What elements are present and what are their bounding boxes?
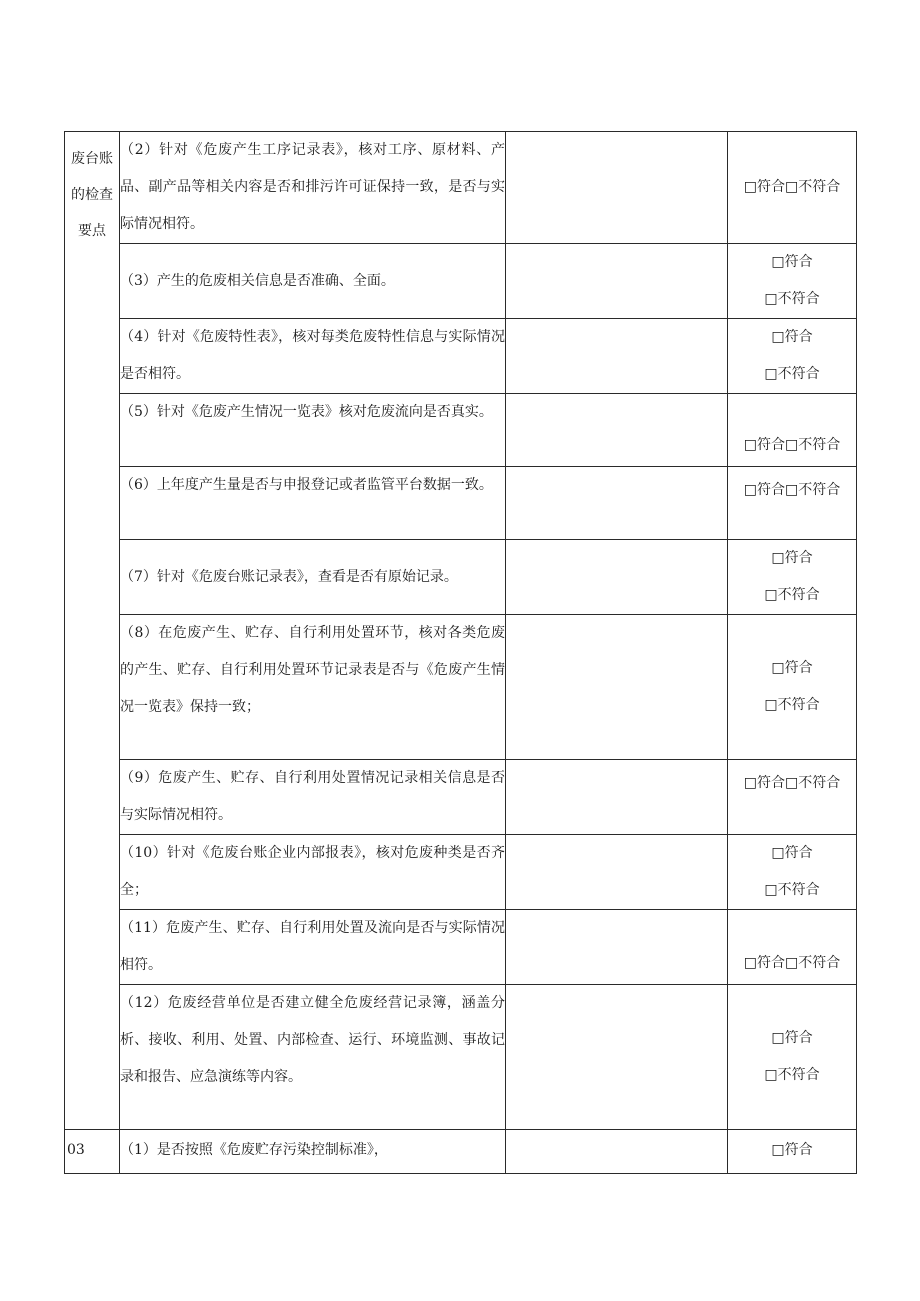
option-conform[interactable]: □符合 — [771, 660, 813, 676]
compliance-options[interactable] — [728, 1130, 857, 1174]
table-row — [65, 319, 857, 394]
compliance-options[interactable] — [728, 985, 857, 1130]
check-item: （5）针对《危废产生情况一览表》核对危废流向是否真实。 — [120, 394, 506, 467]
section-label: 废台账的检查要点 — [71, 151, 113, 239]
notes-cell[interactable] — [506, 760, 728, 835]
compliance-options[interactable]: □符合□不符合 — [728, 910, 857, 985]
check-item: （8）在危废产生、贮存、自行利用处置环节，核对各类危废的产生、贮存、自行利用处置环节记录表是否与《危废产生情况一览表》保持一致； — [120, 615, 506, 760]
compliance-options[interactable] — [728, 319, 857, 394]
check-item: （12）危废经营单位是否建立健全危废经营记录簿，涵盖分析、接收、利用、处置、内部检查、运行、环境监测、事故记录和报告、应急演练等内容。 — [120, 985, 506, 1130]
check-item: （10）针对《危废台账企业内部报表》，核对危废种类是否齐全； — [120, 835, 506, 910]
notes-cell[interactable] — [506, 615, 728, 760]
section-number: 03 — [67, 1142, 85, 1158]
compliance-options[interactable]: □符合□不符合 — [728, 467, 857, 540]
notes-cell[interactable] — [506, 985, 728, 1130]
notes-cell[interactable] — [506, 467, 728, 540]
notes-cell[interactable] — [506, 319, 728, 394]
section-number-cell — [65, 1130, 120, 1174]
check-item: （3）产生的危废相关信息是否准确、全面。 — [120, 244, 506, 319]
compliance-options[interactable] — [728, 244, 857, 319]
check-item: （7）针对《危废台账记录表》，查看是否有原始记录。 — [120, 540, 506, 615]
notes-cell[interactable] — [506, 910, 728, 985]
table-row — [65, 394, 857, 467]
section-label-cell — [65, 132, 120, 1130]
table-row — [65, 244, 857, 319]
table-row — [65, 615, 857, 760]
notes-cell[interactable] — [506, 1130, 728, 1174]
check-item: （2）针对《危废产生工序记录表》，核对工序、原材料、产品、副产品等相关内容是否和排污许可证保持一致，是否与实际情况相符。 — [120, 132, 506, 244]
check-item: （11）危废产生、贮存、自行利用处置及流向是否与实际情况相符。 — [120, 910, 506, 985]
option-nonconform[interactable]: □不符合 — [764, 697, 820, 713]
notes-cell[interactable] — [506, 540, 728, 615]
compliance-options[interactable]: □符合□不符合 — [728, 760, 857, 835]
check-item: （9）危废产生、贮存、自行利用处置情况记录相关信息是否与实际情况相符。 — [120, 760, 506, 835]
notes-cell[interactable] — [506, 835, 728, 910]
compliance-options[interactable]: □符合□不符合 — [728, 394, 857, 467]
compliance-options[interactable] — [728, 835, 857, 910]
option-conform[interactable]: □符合 — [771, 1142, 813, 1158]
table-row — [65, 132, 857, 244]
option-nonconform[interactable]: □不符合 — [764, 882, 820, 898]
option-conform[interactable]: □符合 — [771, 550, 813, 566]
option-conform[interactable]: □符合 — [771, 254, 813, 270]
notes-cell[interactable] — [506, 132, 728, 244]
option-nonconform[interactable]: □不符合 — [764, 1067, 820, 1083]
option-nonconform[interactable]: □不符合 — [764, 366, 820, 382]
check-item: （1）是否按照《危废贮存污染控制标准》， — [120, 1130, 506, 1174]
table-row — [65, 760, 857, 835]
option-conform[interactable]: □符合 — [771, 1030, 813, 1046]
compliance-options[interactable]: □符合□不符合 — [728, 132, 857, 244]
check-item: （6）上年度产生量是否与申报登记或者监管平台数据一致。 — [120, 467, 506, 540]
notes-cell[interactable] — [506, 244, 728, 319]
inspection-table — [64, 131, 857, 1174]
table-row — [65, 540, 857, 615]
table-row — [65, 985, 857, 1130]
table-row — [65, 467, 857, 540]
compliance-options[interactable] — [728, 615, 857, 760]
table-row — [65, 1130, 857, 1174]
option-nonconform[interactable]: □不符合 — [764, 587, 820, 603]
table-row — [65, 910, 857, 985]
compliance-options[interactable] — [728, 540, 857, 615]
option-conform[interactable]: □符合 — [771, 329, 813, 345]
option-nonconform[interactable]: □不符合 — [764, 291, 820, 307]
option-conform[interactable]: □符合 — [771, 845, 813, 861]
table-row — [65, 835, 857, 910]
notes-cell[interactable] — [506, 394, 728, 467]
check-item: （4）针对《危废特性表》，核对每类危废特性信息与实际情况是否相符。 — [120, 319, 506, 394]
